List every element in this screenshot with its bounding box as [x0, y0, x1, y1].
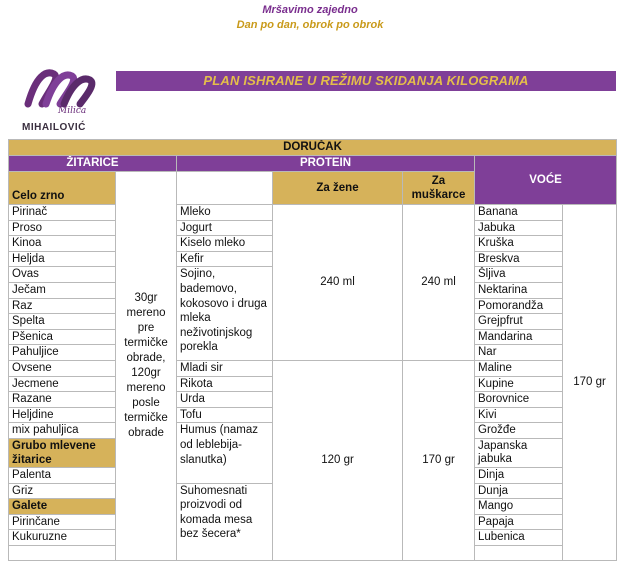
voce-amount: 170 gr [563, 205, 617, 561]
table-row [9, 140, 617, 156]
plan-banner: PLAN ISHRANE U REŽIMU SKIDANJA KILOGRAMA [116, 71, 616, 91]
voce-item: Jabuka [475, 220, 563, 236]
voce-item: Pomorandža [475, 298, 563, 314]
voce-item: Šljiva [475, 267, 563, 283]
protein-item: Rikota [177, 376, 273, 392]
protein-item: Mleko [177, 205, 273, 221]
subgroup-header: Galete [9, 499, 116, 515]
zitarice-item: Jecmene [9, 376, 116, 392]
voce-item: Kivi [475, 407, 563, 423]
voce-item: Grožđe [475, 423, 563, 439]
zitarice-item: Proso [9, 220, 116, 236]
zitarice-item: Ovas [9, 267, 116, 283]
voce-item: Japanska jabuka [475, 438, 563, 467]
protein-item: Jogurt [177, 220, 273, 236]
protein-blank-header [177, 172, 273, 205]
protein-item: Sojino, bademovo, kokosovo i druga mleka neživotinjskog porekla [177, 267, 273, 361]
zitarice-item: Griz [9, 483, 116, 499]
zitarice-item: Heljdine [9, 407, 116, 423]
protein-header: PROTEIN [177, 156, 475, 172]
zitarice-item: Ovsene [9, 360, 116, 376]
voce-item: Papaja [475, 514, 563, 530]
zitarice-item: Pirinčane [9, 514, 116, 530]
protein-item: Urda [177, 392, 273, 408]
zitarice-item: Pšenica [9, 329, 116, 345]
protein-other-zene: 120 gr [273, 360, 403, 561]
voce-item: Breskva [475, 251, 563, 267]
zitarice-item: mix pahuljica [9, 423, 116, 439]
zitarice-header: ŽITARICE [9, 156, 177, 172]
protein-item: Suhomesnati proizvodi od komada mesa bez šecera* [177, 483, 273, 561]
voce-item: Dunja [475, 483, 563, 499]
meal-title: DORUČAK [9, 140, 617, 156]
za-zene-header: Za žene [273, 172, 403, 205]
zitarice-item: Pahuljice [9, 345, 116, 361]
protein-item: Humus (namaz od leblebija-slanutka) [177, 423, 273, 483]
celo-zrno-subheader: Celo zrno [9, 172, 116, 205]
zitarice-item: Ječam [9, 282, 116, 298]
table-row [9, 360, 617, 376]
voce-item: Banana [475, 205, 563, 221]
table-row [9, 156, 617, 172]
protein-item: Mladi sir [177, 360, 273, 376]
logo-mark-icon [24, 66, 104, 110]
voce-item: Kruška [475, 236, 563, 252]
protein-other-muskarce: 170 gr [403, 360, 475, 561]
zitarice-item: Heljda [9, 251, 116, 267]
protein-item: Tofu [177, 407, 273, 423]
logo-signature: Milica [58, 106, 87, 116]
voce-item: Mandarina [475, 329, 563, 345]
zitarice-item: Palenta [9, 467, 116, 483]
tagline-title: Mršavimo zajedno [262, 4, 358, 16]
voce-item: Dinja [475, 467, 563, 483]
voce-item: Lubenica [475, 530, 563, 546]
zitarice-item: Spelta [9, 314, 116, 330]
za-muskarce-header: Za muškarce [403, 172, 475, 205]
protein-item: Kefir [177, 251, 273, 267]
protein-item: Kiselo mleko [177, 236, 273, 252]
voce-header: VOĆE [475, 156, 617, 205]
voce-item: Nektarina [475, 282, 563, 298]
logo-name: MIHAILOVIĆ [22, 122, 86, 133]
voce-item: Kupine [475, 376, 563, 392]
zitarice-item: Kukuruzne [9, 530, 116, 546]
tagline-subtitle: Dan po dan, obrok po obrok [236, 19, 384, 31]
meal-plan-table [8, 139, 617, 561]
voce-item: Grejpfrut [475, 314, 563, 330]
brand-logo [18, 66, 110, 138]
zitarice-item: Razane [9, 392, 116, 408]
zitarice-item: Kinoa [9, 236, 116, 252]
table-row [9, 205, 617, 221]
voce-item: Nar [475, 345, 563, 361]
zitarice-item: Pirinač [9, 205, 116, 221]
protein-dairy-muskarce: 240 ml [403, 205, 475, 361]
zitarice-item: Raz [9, 298, 116, 314]
voce-item: Mango [475, 499, 563, 515]
protein-dairy-zene: 240 ml [273, 205, 403, 361]
voce-item: Borovnice [475, 392, 563, 408]
zitarice-amount: 30gr mereno pre termičke obrade, 120gr mereno posle termičke obrade [116, 172, 177, 561]
subgroup-header: Grubo mlevene žitarice [9, 438, 116, 467]
voce-item: Maline [475, 360, 563, 376]
